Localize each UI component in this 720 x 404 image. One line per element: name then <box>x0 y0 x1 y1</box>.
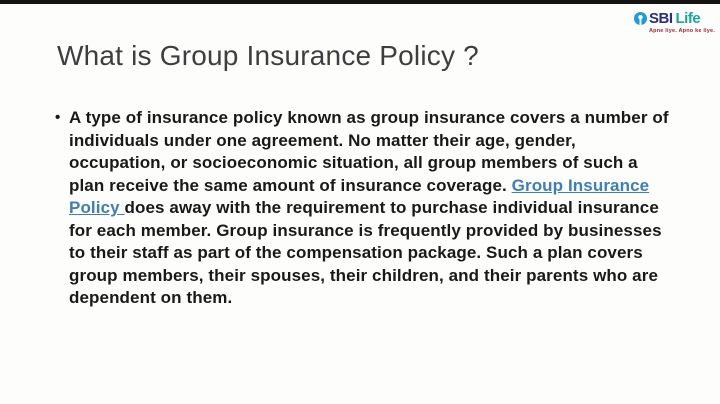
bullet-paragraph <box>69 107 669 310</box>
paragraph-text-after-link: does away with the requirement to purchase individual insurance for each member. Group insurance is frequently provided by businesses to their staff as part of the compensation package. Such a plan covers group members, their spouses, their children, and their parents who are dependent on them. <box>69 198 662 307</box>
bullet-item <box>55 107 669 310</box>
slide-title: What is Group Insurance Policy ? <box>57 40 479 71</box>
sbi-life-logo <box>634 10 716 34</box>
logo-row <box>634 11 712 26</box>
paragraph-text-before-link: A type of insurance policy known as group insurance covers a number of individuals under one agreement. No matter their age, gender, occupation, or socioeconomic situation, all group members of such a plan receive the same amount of insurance coverage. <box>69 108 669 195</box>
logo-tagline: Apne liye. Apno ke liye. <box>649 28 716 34</box>
logo-text-sbi: SBI <box>649 10 673 27</box>
top-border <box>0 0 720 4</box>
bullet-marker: • <box>55 109 61 126</box>
group-insurance-policy-link[interactable]: Group Insurance Policy <box>69 175 650 217</box>
logo-text-life: Life <box>675 10 701 27</box>
sbi-keyhole-icon <box>634 12 647 25</box>
